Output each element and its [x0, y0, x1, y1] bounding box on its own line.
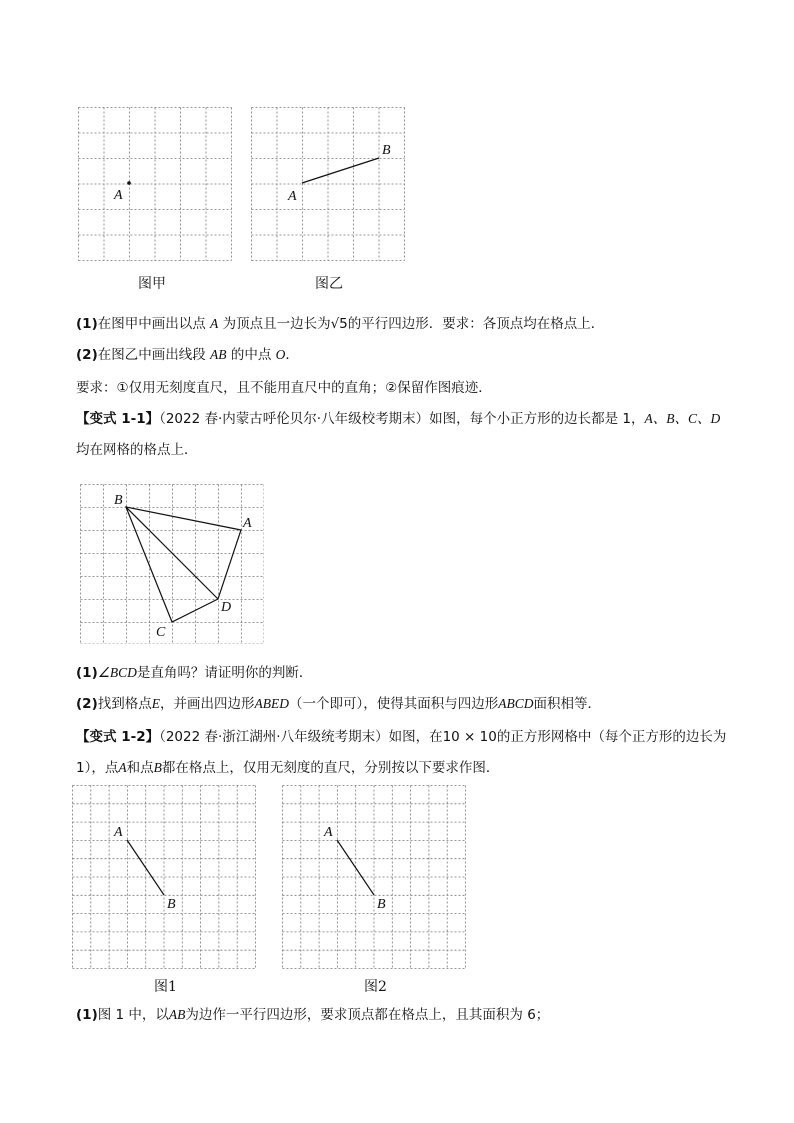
diagonal-bd [126, 507, 218, 599]
grid-figure-jia [78, 107, 232, 261]
label-b: B [377, 897, 386, 912]
caption-yi: 图乙 [315, 276, 343, 292]
label-b: B [167, 897, 176, 912]
point-a-dot [127, 181, 131, 185]
variant-1-2-header: 【变式 1-2】（2022 春·浙江湖州·八年级统考期末）如图，在10 × 10的正方形网格中（每个正方形的边长为 [76, 729, 727, 745]
label-a: A [114, 825, 123, 840]
caption-jia: 图甲 [138, 276, 166, 292]
variant-1-1-header: 【变式 1-1】（2022 春·内蒙古呼伦贝尔·八年级校考期末）如图，每个小正方形的边长都是 1，A、B、C、D [76, 411, 721, 427]
grid-figure-variant-1-1 [80, 484, 264, 644]
variant-1-1-q2: (2)找到格点E，并画出四边形ABED（一个即可），使得其面积与四边形ABCD面积相等． [76, 696, 601, 712]
variant-1-2-line2: 1），点A和点B都在格点上，仅用无刻度的直尺，分别按以下要求作图． [76, 760, 500, 776]
caption-figure-2: 图2 [364, 979, 387, 995]
variant-1-1-line2: 均在网格的格点上． [76, 442, 198, 458]
label-d: D [221, 600, 232, 615]
caption-figure-1: 图1 [154, 979, 177, 995]
grid-figure-yi [251, 107, 405, 261]
question-1: (1)在图甲中画出以点 A 为顶点且一边长为√5的平行四边形．要求：各顶点均在格点上． [76, 316, 605, 332]
label-c: C [156, 625, 166, 640]
label-b: B [382, 143, 391, 158]
variant-1-1-q1: (1)∠BCD是直角吗？请证明你的判断． [76, 665, 313, 681]
grid-figure-2 [282, 785, 466, 969]
grid-figure-1 [72, 785, 256, 969]
label-a: A [243, 516, 252, 531]
label-a: A [114, 188, 123, 203]
question-2: (2)在图乙中画出线段 AB 的中点 O． [76, 347, 299, 363]
segment-ab [302, 158, 379, 183]
requirement: 要求：①仅用无刻度直尺，且不能用直尺中的直角；②保留作图痕迹． [76, 380, 492, 396]
variant-1-2-q1: (1)图 1 中，以AB为边作一平行四边形，要求顶点都在格点上，且其面积为 6； [76, 1007, 550, 1023]
label-a: A [288, 189, 297, 204]
label-b: B [114, 493, 123, 508]
label-a: A [324, 825, 333, 840]
